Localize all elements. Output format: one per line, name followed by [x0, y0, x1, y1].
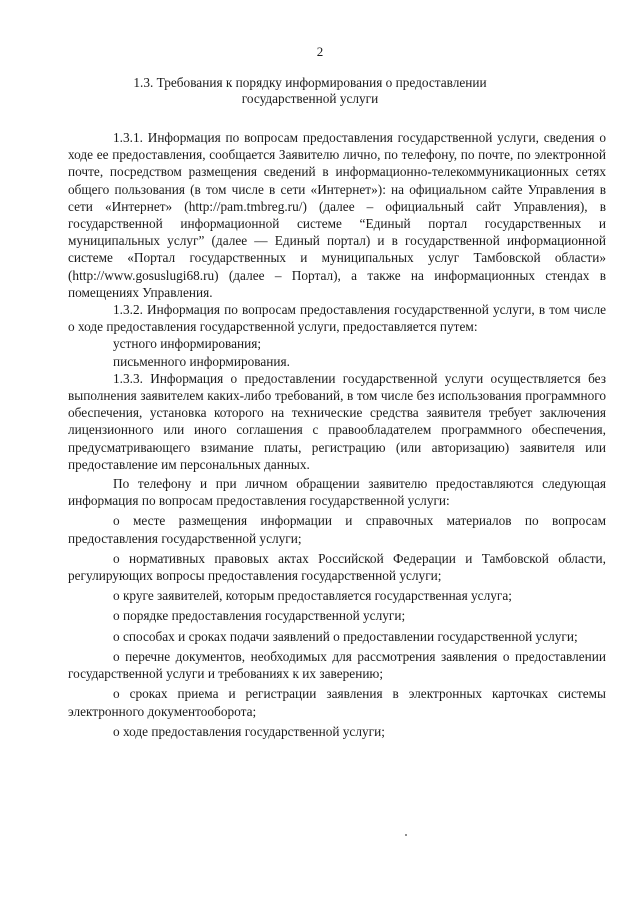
paragraph-1-3-3: 1.3.3. Информация о предоставлении государственной услуги осуществляется без выполнения заявителем каких-либо требований, в том числе без использования программного обеспечения, установка которого на технические средства заявителя требует заключения лицензионного или иного соглашения с правообладателем программного обеспечения, предусматривающего взимание платы, регистрацию (или авторизацию) заявителя или предоставление им персональных данных. [68, 370, 606, 472]
section-title: 1.3. Требования к порядку информирования о предоставлении государственной услуги [133, 75, 487, 106]
paragraph-1-3-2: 1.3.2. Информация по вопросам предоставления государственной услуги, в том числе о ходе предоставления государственной услуги, предоставляется путем: [68, 302, 606, 335]
paragraph-1-3-1: 1.3.1. Информация по вопросам предоставления государственной услуги, сведения о ходе ее предоставления, сообщается Заявителю лично, по телефону, по почте, по электронной почте, посредством размещения сведений в информационно-телекоммуникационных сетях общего пользования (в том числе в сети «Интернет»): на официальном сайте Управления в сети «Интернет» (http://pam.tmbreg.ru/) (далее – официальный сайт Управления), в государственной информационной системе “Единый портал государственных и муниципальных услуг” (далее — Единый портал) и в государственной информационной системе «Портал государственных и муниципальных услуг Тамбовской области» (http://www.gosuslugi68.ru) (далее – Портал), а также на информационных стендах в помещениях Управления. [68, 130, 606, 300]
scan-speck [405, 834, 407, 836]
list-item: о нормативных правовых актах Российской Федерации и Тамбовской области, регулирующих вопросы предоставления государственной услуги; [68, 550, 606, 584]
paragraph-oral-info: устного информирования; [113, 336, 262, 352]
list-item: о способах и сроках подачи заявлений о предоставлении государственной услуги; [113, 628, 578, 644]
list-item: о порядке предоставления государственной услуги; [113, 608, 406, 624]
paragraph-phone-info: По телефону и при личном обращении заявителю предоставляются следующая информация по вопросам предоставления государственной услуги: [68, 476, 606, 509]
list-item: о перечне документов, необходимых для рассмотрения заявления о предоставлении государственной услуги и требованиях к их заверению; [68, 648, 606, 682]
list-item: о сроках приема и регистрации заявления в электронных карточках системы электронного документооборота; [68, 686, 606, 719]
list-item: о месте размещения информации и справочных материалов по вопросам предоставления государственной услуги; [68, 513, 606, 546]
list-item: о ходе предоставления государственной услуги; [113, 723, 385, 739]
list-item: о круге заявителей, которым предоставляется государственная услуга; [113, 588, 512, 604]
paragraph-written-info: письменного информирования. [113, 353, 290, 369]
body-text [68, 129, 606, 740]
page-number: 2 [316, 44, 324, 59]
